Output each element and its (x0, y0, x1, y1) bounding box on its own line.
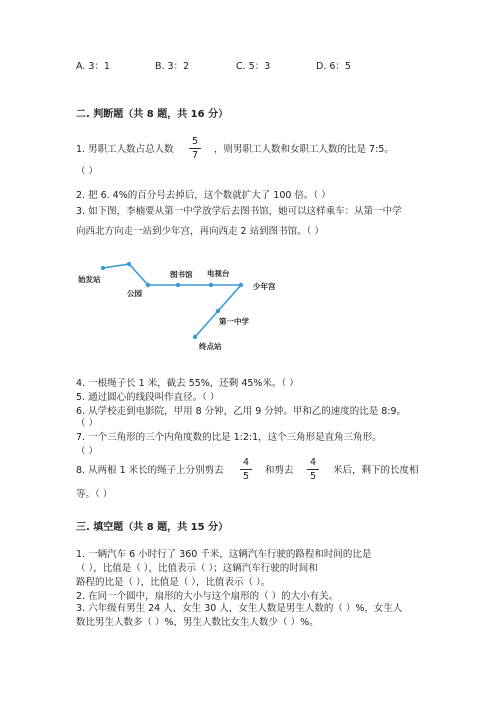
label-start: 始发站 (78, 275, 101, 284)
s3-q1-line1: 1. 一辆汽车 6 小时行了 360 千米，这辆汽车行驶的路程和时间的比是 (76, 549, 372, 560)
label-park: 公园 (127, 289, 142, 298)
stop-end (193, 335, 197, 339)
s3-q1-line2: （ ），比值是（ ），比值表示（ ）；这辆汽车行驶的时间和 (76, 563, 318, 574)
s2-q8-post: 米后，剩下的长度相 (333, 465, 419, 476)
s2-q7-paren: （ ） (76, 446, 99, 457)
s2-q4: 4. 一根绳子长 1 米，截去 55%，还剩 45%米。（ ） (76, 378, 299, 389)
route-line (103, 264, 241, 337)
fraction-numerator: 4 (309, 457, 317, 468)
s2-q3-line2: 向西北方向走一站到少年宫，再向西走 2 站到图书馆。（ ） (76, 226, 324, 237)
s2-q8-pre: 8. 从两根 1 米长的绳子上分别剪去 (76, 465, 224, 476)
stop-start (101, 266, 105, 270)
option-b: B. 3：2 (155, 61, 190, 72)
label-library: 图书馆 (170, 270, 193, 279)
s2-q6-paren: （ ） (76, 418, 99, 429)
s3-q3-line1: 3. 六年级有男生 24 人，女生 30 人，女生人数是男生人数的（ ）%，女生人 (76, 603, 403, 614)
option-d: D. 6：5 (316, 61, 351, 72)
s2-q1-pre: 1. 男职工人数占总人数 (76, 144, 174, 155)
s2-q8-fraction-1 (240, 457, 252, 482)
label-school: 第一中学 (219, 317, 249, 326)
s2-q5: 5. 通过圆心的线段叫作直径。（ ） (76, 392, 220, 403)
stop-youth (239, 283, 243, 287)
fraction-denominator: 5 (242, 471, 250, 482)
fraction-denominator: 7 (191, 150, 199, 161)
fraction-numerator: 4 (242, 457, 250, 468)
section2-title: 二. 判断题（共 8 题，共 16 分） (76, 109, 229, 120)
label-tv: 电视台 (207, 269, 230, 278)
s2-q1-post: ，则男职工人数和女职工人数的比是 7:5。 (214, 144, 394, 155)
s2-q6: 6. 从学校走到电影院，甲用 8 分钟，乙用 9 分钟。甲和乙的速度的比是 8:9。 (76, 406, 407, 417)
label-end: 终点站 (199, 342, 222, 351)
s2-q2: 2. 把 6. 4%的百分号去掉后，这个数就扩大了 100 倍。（ ） (76, 190, 331, 201)
s3-q1-line3: 路程的比是（ ），比值是（ ），比值表示（ ）。 (76, 577, 271, 588)
s2-q8-fraction-2 (307, 457, 319, 482)
s2-q1-fraction (189, 136, 201, 161)
fraction-numerator: 5 (191, 136, 199, 147)
stop-2 (127, 262, 131, 266)
fraction-denominator: 5 (309, 471, 317, 482)
stop-tv (209, 283, 213, 287)
s2-q1-paren: （ ） (76, 166, 99, 177)
s3-q3-line2: 数比男生人数多（ ）%，男生人数比女生人数少（ ）%。 (76, 617, 319, 628)
label-youth: 少年宫 (253, 282, 276, 291)
s3-q2: 2. 在同一个圆中，扇形的大小与这个扇形的（ ）的大小有关。 (76, 591, 339, 602)
section3-title: 三. 填空题（共 8 题，共 15 分） (76, 522, 229, 533)
stop-school (216, 309, 220, 313)
s2-q8-mid: 和剪去 (265, 465, 294, 476)
s2-q8-line2: 等。（ ） (76, 489, 113, 500)
s2-q7: 7. 一个三角形的三个内角度数的比是 1:2:1，这个三角形是直角三角形。 (76, 432, 382, 443)
option-c: C. 5：3 (236, 61, 271, 72)
option-a: A. 3：1 (76, 61, 110, 72)
s2-q3-line1: 3. 如下图，李楠要从第一中学放学后去图书馆，她可以这样乘车：从第一中学 (76, 206, 402, 217)
stop-park (146, 283, 150, 287)
stop-library (176, 283, 180, 287)
